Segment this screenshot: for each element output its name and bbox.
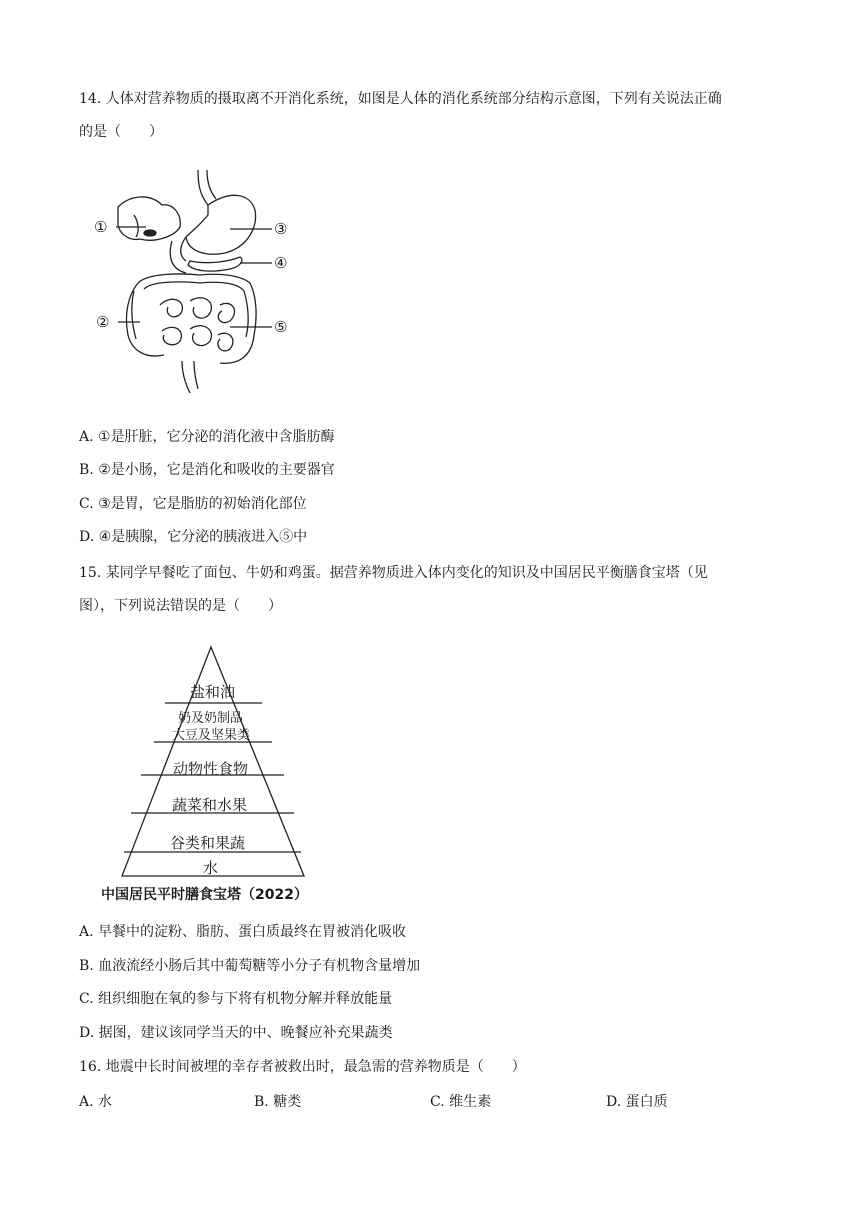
q16-option-b: B. 糖类: [254, 1094, 302, 1110]
pyramid-level-cereals: 谷类和果蔬: [170, 834, 246, 852]
q14-stem-line1: 14. 人体对营养物质的摄取离不开消化系统，如图是人体的消化系统部分结构示意图，下列有关说法正确: [79, 91, 722, 107]
q14-option-d: D. ④是胰腺，它分泌的胰液进入⑤中: [79, 529, 308, 545]
q15-option-a: A. 早餐中的淀粉、脂肪、蛋白质最终在胃被消化吸收: [79, 924, 407, 940]
q15-option-b: B. 血液流经小肠后其中葡萄糖等小分子有机物含量增加: [79, 958, 421, 974]
figure-label-1: ①: [94, 218, 108, 236]
pyramid-level-dairy: 奶及奶制品: [178, 711, 244, 726]
q15-stem-line2: 图），下列说法错误的是（ ）: [79, 598, 282, 614]
q14-option-a: A. ①是肝脏，它分泌的消化液中含脂肪酶: [79, 429, 335, 445]
pyramid-level-vegetables-fruits: 蔬菜和水果: [172, 796, 248, 814]
q16-option-c: C. 维生素: [430, 1094, 492, 1110]
q15-option-d: D. 据图，建议该同学当天的中、晚餐应补充果蔬类: [79, 1025, 393, 1041]
q16-option-d: D. 蛋白质: [606, 1094, 668, 1110]
figure-label-3: ③: [274, 220, 288, 238]
digestive-system-figure: [90, 165, 300, 400]
figure-label-2: ②: [96, 313, 110, 331]
figure-label-4: ④: [274, 254, 288, 272]
q16-option-a: A. 水: [79, 1094, 113, 1110]
q16-stem: 16. 地震中长时间被埋的幸存者被救出时，最急需的营养物质是（ ）: [79, 1059, 526, 1075]
figure-label-5: ⑤: [274, 318, 288, 336]
q14-option-b: B. ②是小肠，它是消化和吸收的主要器官: [79, 462, 335, 478]
q15-stem-line1: 15. 某同学早餐吃了面包、牛奶和鸡蛋。据营养物质进入体内变化的知识及中国居民平衡膳食宝塔（见: [79, 565, 708, 581]
pyramid-caption: 中国居民平时膳食宝塔（2022）: [101, 887, 308, 903]
q14-stem-line2: 的是（ ）: [79, 124, 163, 140]
q15-option-c: C. 组织细胞在氧的参与下将有机物分解并释放能量: [79, 991, 393, 1007]
pyramid-level-animal-food: 动物性食物: [173, 760, 249, 778]
q14-option-c: C. ③是胃，它是脂肪的初始消化部位: [79, 496, 307, 512]
pyramid-level-salt-oil: 盐和油: [190, 683, 236, 701]
pyramid-level-water: 水: [203, 859, 219, 877]
pyramid-level-soy-nuts: 大豆及坚果类: [172, 728, 251, 743]
